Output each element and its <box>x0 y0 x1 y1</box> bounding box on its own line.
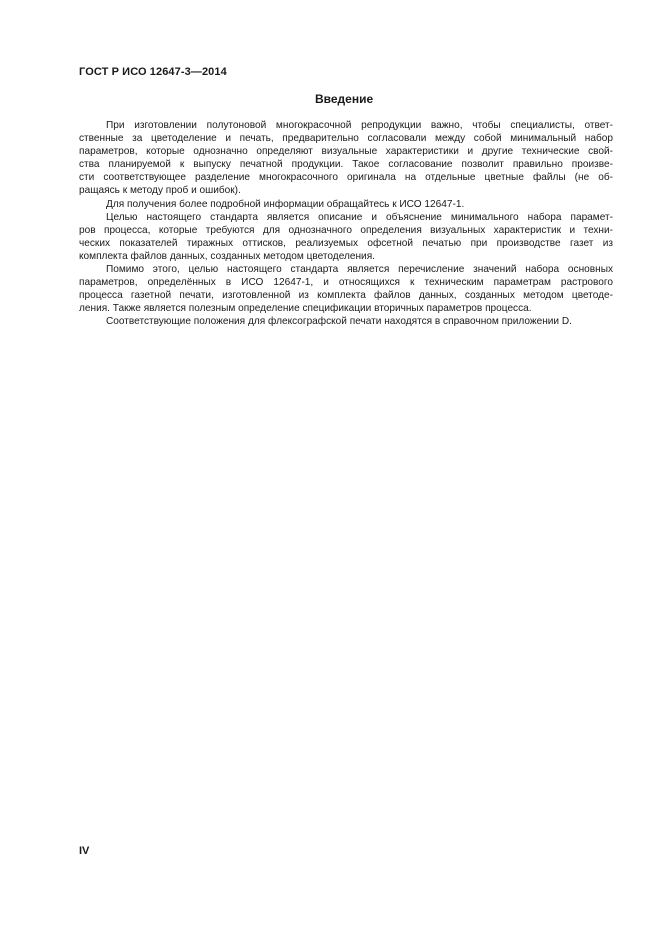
text-line: Целью настоящего стандарта является описание и объяснение минимального набора парамет- <box>106 211 613 223</box>
page-number: IV <box>79 845 90 857</box>
introduction-body <box>79 119 613 329</box>
text-line: комплекта файлов данных, созданных методом цветоделения. <box>79 250 375 262</box>
text-line: ческих показателей тиражных оттисков, реализуемых офсетной печатью при производстве газет из <box>79 237 613 249</box>
text-line: При изготовлении полутоновой многокрасочной репродукции важно, чтобы специалисты, ответ- <box>106 120 613 131</box>
text-line: параметров, определённых в ИСО 12647-1, и относящихся к техническим параметрам растрового <box>79 277 613 289</box>
text-line: ров процесса, которые требуются для однозначного определения визуальных характеристик и техни- <box>79 224 613 236</box>
text-line: Для получения более подробной информации обращайтесь к ИСО 12647-1. <box>106 198 465 210</box>
text-line: параметров, которые однозначно определяют визуальные характеристики и другие технические свой- <box>79 146 613 158</box>
paragraph-2 <box>79 198 613 211</box>
paragraph-5 <box>79 315 613 328</box>
text-line: ственные за цветоделение и печать, предварительно согласовали между собой минимальный набор <box>79 133 613 145</box>
section-title: Введение <box>315 92 374 106</box>
paragraph-4 <box>79 263 613 315</box>
text-line: Соответствующие положения для флексографской печати находятся в справочном приложении D. <box>106 316 572 328</box>
paragraph-1 <box>79 119 613 198</box>
text-line: сти соответствующее разделение многокрасочного оригинала на отдельные цветные файлы (не об- <box>79 172 613 184</box>
document-code-header: ГОСТ Р ИСО 12647-3—2014 <box>79 66 227 78</box>
paragraph-3 <box>79 211 613 263</box>
text-line: процесса газетной печати, изготовленной из комплекта файлов данных, созданных методом цветоде- <box>79 290 613 302</box>
text-line: ращаясь к методу проб и ошибок). <box>79 185 241 197</box>
text-line: Помимо этого, целью настоящего стандарта является перечисление значений набора основных <box>106 264 613 276</box>
text-line: ления. Также является полезным определение спецификации вторичных параметров процесса. <box>79 303 532 315</box>
text-line: ства планируемой к выпуску печатной продукции. Такое согласование позволит правильно произве- <box>79 159 613 171</box>
